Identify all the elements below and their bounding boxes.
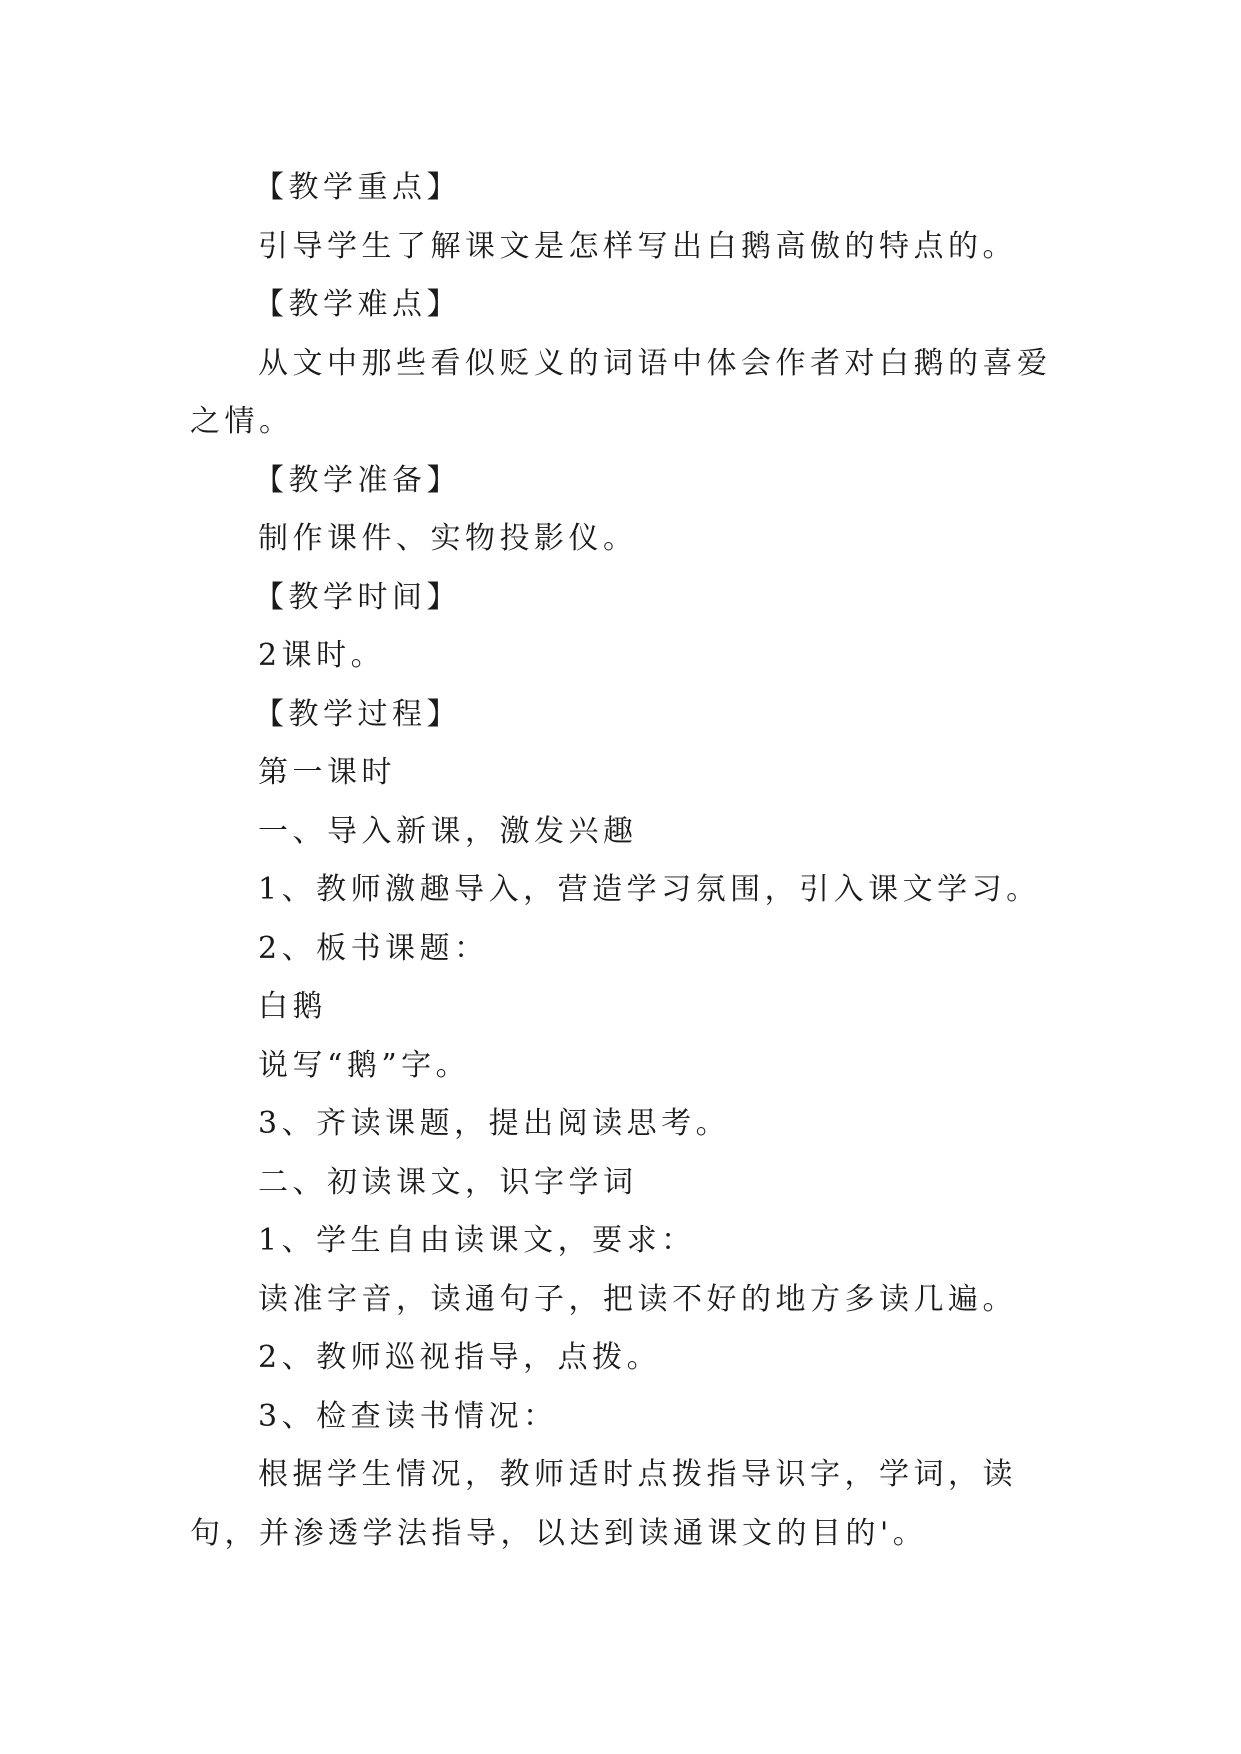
paragraph: 从文中那些看似贬义的词语中体会作者对白鹅的喜爱之情。 — [190, 345, 1052, 439]
section-heading-process: 【教学过程】 — [254, 696, 461, 732]
section-heading-time: 【教学时间】 — [254, 579, 461, 615]
section-heading-focus: 【教学重点】 — [254, 170, 461, 205]
paragraph: 2、板书课题： — [258, 930, 489, 966]
paragraph: 根据学生情况，教师适时点拨指导识字，学词，读句，并渗透学法指导，以达到读通课文的目的'。 — [190, 1457, 1017, 1551]
paragraph: 2、教师巡视指导，点拨。 — [258, 1340, 662, 1375]
paragraph: 1、学生自由读课文，要求： — [258, 1223, 696, 1258]
paragraph: 引导学生了解课文是怎样写出白鹅高傲的特点的。 — [258, 228, 1017, 264]
paragraph: 二、初读课文，识字学词 — [258, 1164, 638, 1200]
paragraph: 制作课件、实物投影仪。 — [258, 521, 638, 556]
paragraph: 读准字音，读通句子，把读不好的地方多读几遍。 — [258, 1281, 1017, 1317]
paragraph: 1、教师激趣导入，营造学习氛围，引入课文学习。 — [258, 872, 1041, 907]
paragraph: 说写“鹅”字。 — [258, 1047, 471, 1083]
paragraph: 2课时。 — [258, 638, 386, 673]
paragraph: 3、检查读书情况： — [258, 1398, 558, 1434]
paragraph: 3、齐读课题，提出阅读思考。 — [258, 1106, 731, 1141]
document-body — [190, 159, 1070, 1563]
section-heading-difficulty: 【教学难点】 — [254, 287, 461, 322]
paragraph: 一、导入新课，激发兴趣 — [258, 813, 638, 849]
section-heading-preparation: 【教学准备】 — [254, 462, 461, 498]
paragraph: 第一课时 — [258, 755, 396, 790]
paragraph: 白鹅 — [258, 989, 327, 1024]
